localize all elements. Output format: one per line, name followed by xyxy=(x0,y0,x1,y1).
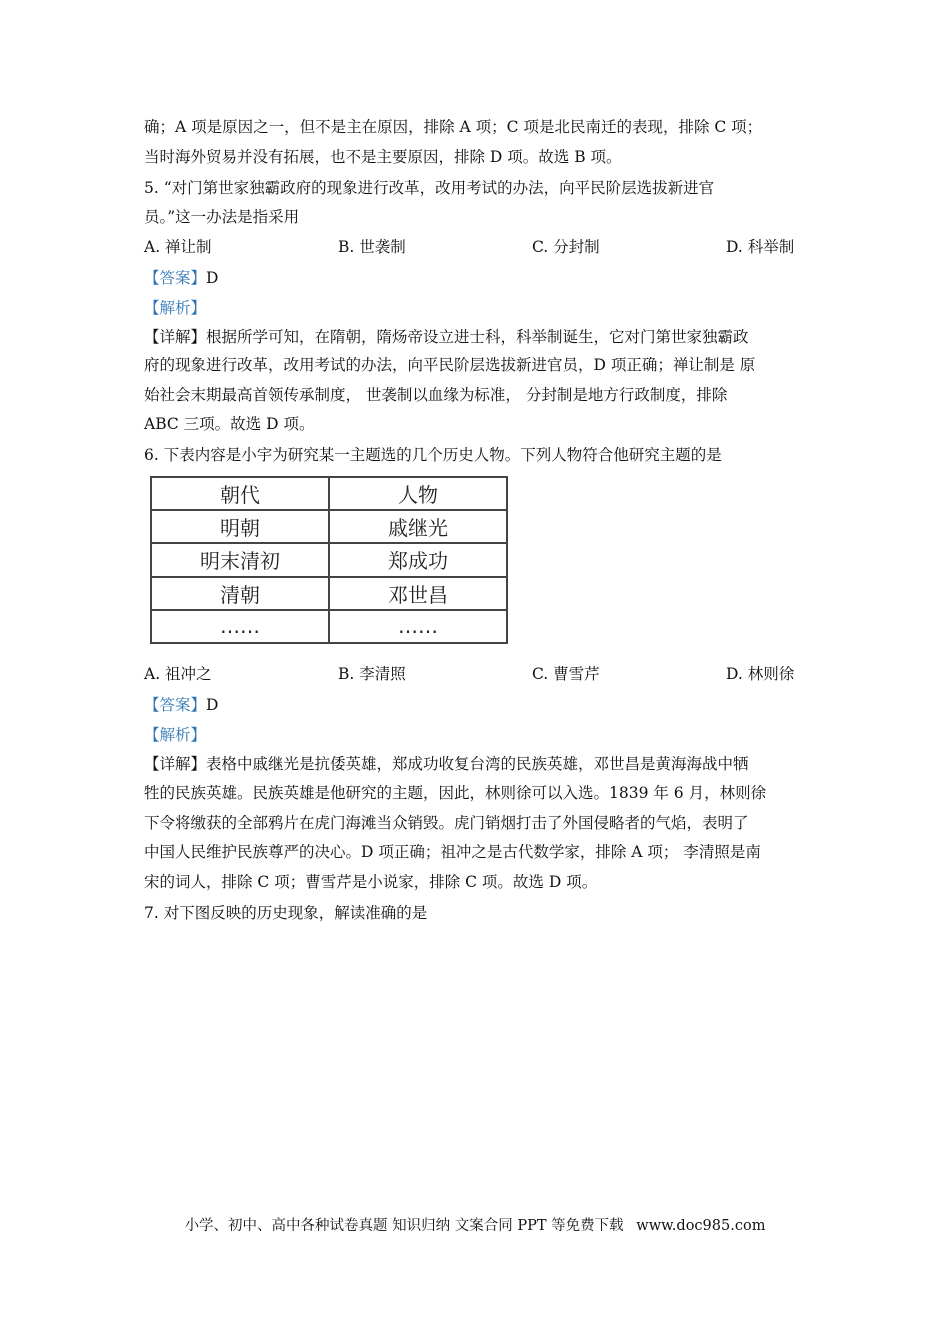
table-header-person: 人物 xyxy=(329,477,507,510)
table-row xyxy=(151,577,507,610)
q6-stem: 6. 下表内容是小宇为研究某一主题选的几个历史人物。下列人物符合他研究主题的是 xyxy=(144,446,722,464)
q6-answer-line xyxy=(144,695,218,715)
q6-option-c: C. 曹雪芹 xyxy=(532,665,600,683)
q6-detail-line-4: 中国人民维护民族尊严的决心。D 项正确；祖冲之是古代数学家，排除 A 项； 李清照是南 xyxy=(144,843,761,861)
q5-stem-line-1: 5. “对门第世家独霸政府的现象进行改革，改用考试的办法，向平民阶层选拔新进官 xyxy=(144,179,715,197)
q5-answer-line xyxy=(144,268,218,288)
q5-option-b: B. 世袭制 xyxy=(338,238,406,256)
q5-detail-line-1 xyxy=(144,327,749,347)
table-cell-dynasty: 清朝 xyxy=(151,577,329,610)
q6-analysis-tag: 【解析】 xyxy=(144,726,207,744)
table-cell-person: 戚继光 xyxy=(329,510,507,543)
q5-detail-line-3: 始社会末期最高首领传承制度， 世袭制以血缘为标准， 分封制是地方行政制度，排除 xyxy=(144,386,728,404)
q6-detail-line-5: 宋的词人，排除 C 项；曹雪芹是小说家，排除 C 项。故选 D 项。 xyxy=(144,873,598,891)
q5-detail-text-1: 根据所学可知，在隋朝，隋炀帝设立进士科，科举制诞生，它对门第世家独霸政 xyxy=(206,328,749,346)
table-header-dynasty: 朝代 xyxy=(151,477,329,510)
q5-analysis-tag: 【解析】 xyxy=(144,299,207,317)
q5-detail-tag: 【详解】 xyxy=(144,328,207,346)
q6-option-b: B. 李清照 xyxy=(338,665,406,683)
q6-table xyxy=(150,476,508,644)
q6-option-a: A. 祖冲之 xyxy=(144,665,212,683)
table-row xyxy=(151,610,507,643)
table-cell-person: 郑成功 xyxy=(329,543,507,576)
prev-explanation-line-2: 当时海外贸易并没有拓展，也不是主要原因，排除 D 项。故选 B 项。 xyxy=(144,148,622,166)
q5-option-d: D. 科举制 xyxy=(726,238,795,256)
q6-detail-line-1 xyxy=(144,754,749,774)
table-row xyxy=(151,543,507,576)
q5-option-c: C. 分封制 xyxy=(532,238,600,256)
q5-detail-line-4: ABC 三项。故选 D 项。 xyxy=(144,415,315,433)
footer-text: 小学、初中、高中各种试卷真题 知识归纳 文案合同 PPT 等免费下载 xyxy=(184,1218,624,1234)
footer-url[interactable]: www.doc985.com xyxy=(636,1218,766,1234)
q5-stem-line-2: 员。”这一办法是指采用 xyxy=(144,208,300,226)
q6-detail-line-3: 下令将缴获的全部鸦片在虎门海滩当众销毁。虎门销烟打击了外国侵略者的气焰，表明了 xyxy=(144,814,749,832)
q5-option-a: A. 禅让制 xyxy=(144,238,212,256)
table-row xyxy=(151,510,507,543)
table-cell-dynasty: …… xyxy=(151,610,329,643)
q6-answer-tag: 【答案】 xyxy=(144,696,207,714)
q5-detail-line-2: 府的现象进行改革，改用考试的办法，向平民阶层选拔新进官员，D 项正确；禅让制是 原 xyxy=(144,356,756,374)
table-cell-dynasty: 明朝 xyxy=(151,510,329,543)
q6-detail-line-2: 牲的民族英雄。民族英雄是他研究的主题，因此，林则徐可以入选。1839 年 6 月，林则徐 xyxy=(144,784,767,802)
table-cell-person: 邓世昌 xyxy=(329,577,507,610)
q6-option-d: D. 林则徐 xyxy=(726,665,795,683)
q5-answer-tag: 【答案】 xyxy=(144,269,207,287)
q6-detail-text-1: 表格中戚继光是抗倭英雄，郑成功收复台湾的民族英雄，邓世昌是黄海海战中牺 xyxy=(206,755,749,773)
q6-answer: D xyxy=(206,696,219,714)
q7-stem: 7. 对下图反映的历史现象，解读准确的是 xyxy=(144,904,428,922)
page-footer xyxy=(0,1214,950,1235)
prev-explanation-line-1: 确；A 项是原因之一，但不是主在原因，排除 A 项；C 项是北民南迁的表现，排除 C 项； xyxy=(144,118,763,136)
table-cell-dynasty: 明末清初 xyxy=(151,543,329,576)
table-cell-person: …… xyxy=(329,610,507,643)
q5-answer: D xyxy=(206,269,219,287)
table-header-row xyxy=(151,477,507,510)
q6-detail-tag: 【详解】 xyxy=(144,755,207,773)
